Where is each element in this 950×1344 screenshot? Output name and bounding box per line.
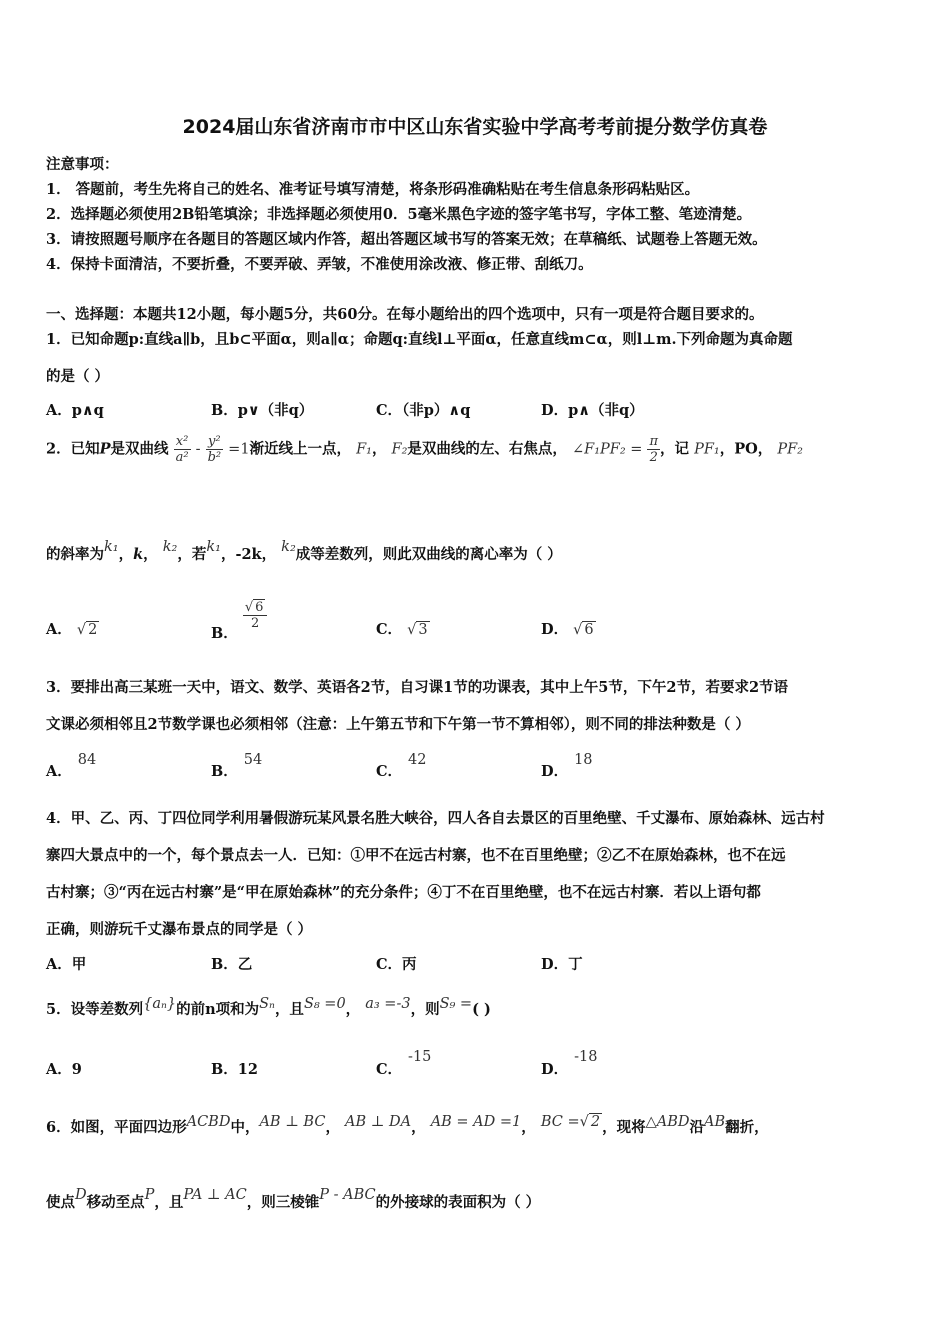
q2-stem: 2．已知P是双曲线 $\frac{\text{x²}}{\text{a²}}$ - $\frac{\text{y²}}{\text{b²}}$ =1渐近线上一点， F₁， F₂是双曲线的左、右焦点， ∠F₁PF₂ = $\frac{\pi}{2}$ ，记 PF₁，PO， PF₂ — [46, 434, 803, 465]
q2-pf1: PF₁ — [694, 441, 720, 458]
q6-cond4: BC =√ 2 — [540, 1114, 601, 1130]
q3-option-b[interactable]: B．54 — [211, 752, 263, 780]
q2-p: P — [99, 440, 111, 458]
q4-stem-3: 古村寨；③“丙在远古村寨”是“甲在原始森林”的充分条件；④丁不在百里绝壁，也不在远古村寨．若以上语句都 — [46, 884, 761, 901]
notice-item: 2．选择题必须使用2B铅笔填涂；非选择题必须使用0．5毫米黑色字迹的签字笔书写，字体工整、笔迹清楚。 — [46, 206, 752, 223]
q2-text: 渐近线上一点， — [249, 440, 352, 458]
q2-option-b[interactable] — [211, 600, 267, 642]
q2-minus: - — [195, 441, 201, 458]
q6-cond1: AB ⊥ BC — [259, 1114, 326, 1130]
q6-pabc: P - ABC — [319, 1187, 376, 1203]
q2-po: PO — [734, 440, 758, 458]
q2-frac-x-den: a² — [175, 450, 189, 465]
q2-m2k: -2k — [235, 546, 262, 563]
q4-stem-4: 正确，则游玩千丈瀑布景点的同学是（ ） — [46, 921, 313, 938]
q5-seq: {aₙ} — [143, 996, 177, 1012]
q1-stem: 1．已知命题p:直线a∥b，且b⊂平面α，则a∥α；命题q:直线l⊥平面α，任意直线m⊂α，则l⊥m.下列命题为真命题 — [46, 331, 793, 348]
q2-text: 是双曲线的左、右焦点， — [407, 440, 567, 458]
q5-options — [46, 1049, 926, 1082]
q2-option-c[interactable] — [376, 618, 430, 639]
q2-text: 成等差数列，则此双曲线的离心率为（ ） — [295, 546, 562, 563]
q4-option-b[interactable]: B．乙 — [211, 956, 253, 973]
exam-title: 2024届山东省济南市市中区山东省实验中学高考考前提分数学仿真卷 — [182, 116, 768, 138]
q2-stem-2: 的斜率为k₁，k， k₂，若k₁，-2k， k₂成等差数列，则此双曲线的离心率为（ ） — [46, 539, 562, 563]
q6-stem-2: 使点D移动至点P，且PA ⊥ AC，则三棱锥P - ABC的外接球的表面积为（ ） — [46, 1187, 541, 1211]
q6-triangle: △ABD — [645, 1114, 690, 1130]
notice-item: 3．请按照题号顺序在各题目的答题区域内作答，超出答题区域书写的答案无效；在草稿纸、试题卷上答题无效。 — [46, 231, 767, 248]
q2-option-a-value: √ 2 — [76, 622, 98, 638]
q2-k2: k₂ — [162, 539, 178, 555]
q2-comma: ， — [371, 440, 387, 458]
q3-stem: 3．要排出高三某班一天中，语文、数学、英语各2节，自习课1节的功课表，其中上午5节，下午2节，若要求2节语 — [46, 679, 789, 696]
q5-s9: S₉ = — [439, 996, 473, 1012]
q2-option-d-label: D． — [541, 621, 569, 638]
q2-frac-pi — [647, 434, 660, 465]
q6-paac: PA ⊥ AC — [183, 1187, 247, 1203]
q6-cond3: AB = AD =1 — [430, 1114, 522, 1130]
q1-option-b[interactable]: B．p∨（非q） — [211, 402, 314, 419]
notice-heading: 注意事项： — [46, 156, 119, 173]
q2-f2: F₂ — [391, 441, 408, 458]
q4-option-a[interactable]: A．甲 — [46, 956, 87, 973]
q2-text: 的斜率为 — [46, 546, 104, 563]
q2-frac-y-den: b² — [207, 450, 222, 465]
q2-option-a-label: A． — [46, 621, 72, 638]
q4-option-c[interactable]: C．丙 — [376, 956, 417, 973]
q2-text: 是双曲线 — [110, 440, 169, 458]
q6-ab: AB — [704, 1114, 726, 1130]
q4-option-d[interactable]: D．丁 — [541, 956, 583, 973]
q5-option-a[interactable]: A．9 — [46, 1061, 82, 1078]
q2-k2b: k₂ — [281, 539, 296, 555]
q2-angle: ∠F₁PF₂ = — [571, 441, 643, 458]
q2-pi-den: 2 — [649, 450, 658, 465]
q5-sn: Sₙ — [259, 996, 275, 1012]
q2-text: ，记 — [660, 440, 690, 458]
notice-item: 1． 答题前，考生先将自己的姓名、准考证号填写清楚，将条形码准确粘贴在考生信息条形码粘贴区。 — [46, 181, 700, 198]
q2-frac-y-num: y² — [206, 434, 224, 450]
q6-stem: 6．如图，平面四边形ACBD中，AB ⊥ BC， AB ⊥ DA， AB = AD =1， BC =√ 2 ，现将△ABD沿AB翻折， — [46, 1114, 769, 1136]
q2-k: k — [133, 546, 144, 563]
q2-text: 2．已知 — [46, 440, 100, 458]
q1-option-a[interactable]: A．p∧q — [46, 402, 104, 419]
q2-k1b: k₁ — [206, 539, 221, 555]
q2-options — [46, 600, 926, 648]
q2-f1: F₁ — [356, 441, 372, 458]
notice-item: 4．保持卡面清洁，不要折叠，不要弄破、弄皱，不准使用涂改液、修正带、刮纸刀。 — [46, 256, 593, 273]
q2-frac-y — [206, 434, 224, 465]
q3-options — [46, 752, 926, 784]
q2-option-b-label: B． — [211, 624, 238, 642]
q2-frac-x-num: x² — [174, 434, 191, 450]
q2-option-c-label: C． — [376, 621, 403, 638]
q2-k1: k₁ — [104, 539, 119, 555]
q2-option-d[interactable] — [541, 618, 596, 639]
q2-option-d-value: √ 6 — [573, 622, 594, 638]
q3-option-c[interactable]: C．42 — [376, 752, 427, 780]
q4-options — [46, 953, 926, 977]
q5-option-c[interactable]: C．-15 — [376, 1049, 432, 1078]
q2-pi-num: π — [649, 434, 659, 449]
q2-option-a[interactable] — [46, 618, 99, 639]
q6-cond2: AB ⊥ DA — [345, 1114, 412, 1130]
q2-eq: =1 — [228, 441, 250, 458]
q2-text: ，若 — [177, 546, 207, 563]
q3-option-a[interactable]: A．84 — [46, 752, 97, 780]
q4-stem-2: 寨四大景点中的一个，每个景点去一人．已知：①甲不在远古村寨，也不在百里绝壁；②乙不在原始森林，也不在远 — [46, 847, 786, 864]
q1-option-c[interactable]: C．（非p）∧q — [376, 402, 471, 419]
q5-s8: S₈ =0 — [303, 996, 346, 1012]
q3-option-d[interactable]: D．18 — [541, 752, 593, 780]
q6-d: D — [75, 1187, 87, 1203]
q5-a3: a₃ =-3 — [365, 996, 411, 1012]
q2-frac-x — [174, 434, 191, 465]
q1-option-d[interactable]: D．p∧（非q） — [541, 402, 644, 419]
q5-option-b[interactable]: B．12 — [211, 1061, 258, 1078]
q6-p: P — [144, 1187, 155, 1203]
q1-options — [46, 399, 926, 423]
section-heading: 一、选择题：本题共12小题，每小题5分，共60分。在每小题给出的四个选项中，只有一项是符合题目要求的。 — [46, 306, 764, 323]
q1-stem-end: 的是（ ） — [46, 368, 110, 385]
q2-option-b-value: $\frac{√ 6}{2}$ — [243, 600, 268, 631]
q3-stem-2: 文课必须相邻且2节数学课也必须相邻（注意：上午第五节和下午第一节不算相邻），则不同的排法种数是（ ） — [46, 716, 750, 733]
q5-option-d[interactable]: D．-18 — [541, 1049, 598, 1078]
q2-pf2: PF₂ — [777, 441, 803, 458]
q6-acbd: ACBD — [186, 1114, 231, 1130]
q4-stem: 4．甲、乙、丙、丁四位同学利用暑假游玩某风景名胜大峡谷，四人各自去景区的百里绝壁、千丈瀑布、原始森林、远古村 — [46, 810, 825, 827]
q2-option-c-value: √ 3 — [407, 622, 428, 638]
q5-stem: 5．设等差数列{aₙ}的前n项和为Sₙ，且S₈ =0， a₃ =-3，则S₉ =( ) — [46, 996, 491, 1018]
